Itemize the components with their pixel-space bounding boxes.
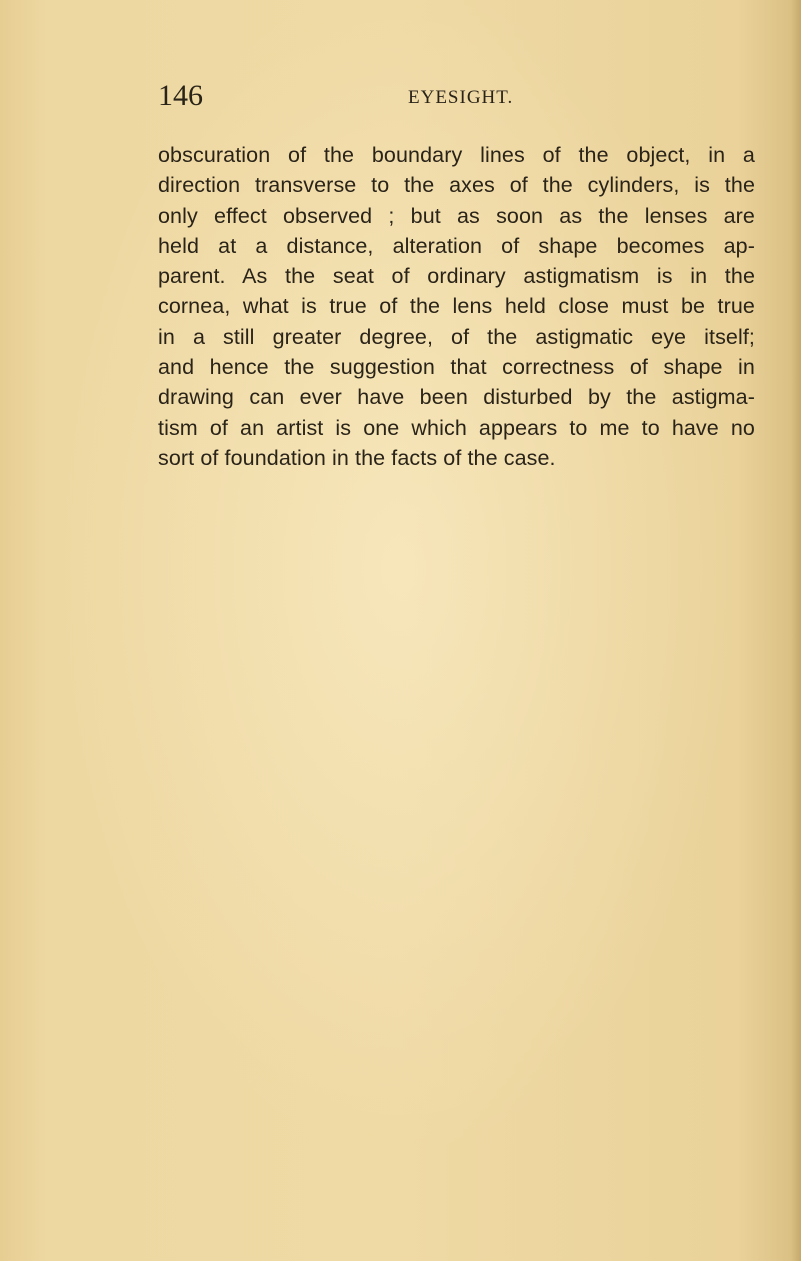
text-line: direction transverse to the axes of the cylinders, is the xyxy=(158,173,755,198)
page-header xyxy=(158,78,755,118)
text-line: in a still greater degree, of the astigmatic eye itself; xyxy=(158,324,755,349)
text-line: sort of foundation in the facts of the case. xyxy=(158,445,556,470)
text-line: held at a distance, alteration of shape becomes ap- xyxy=(158,233,755,258)
text-line: cornea, what is true of the lens held close must be true xyxy=(158,294,755,319)
text-line: tism of an artist is one which appears to me to have no xyxy=(158,415,755,440)
body-paragraph xyxy=(158,140,755,473)
page-number: 146 xyxy=(158,79,203,112)
text-line: drawing can ever have been disturbed by the astigma- xyxy=(158,385,755,410)
text-line: parent. As the seat of ordinary astigmatism is in the xyxy=(158,264,755,289)
page-edge-shadow xyxy=(791,0,801,1261)
running-head: EYESIGHT. xyxy=(408,87,514,108)
text-line: only effect observed ; but as soon as the lenses are xyxy=(158,203,755,228)
text-line: obscuration of the boundary lines of the object, in a xyxy=(158,143,755,167)
text-line: and hence the suggestion that correctness of shape in xyxy=(158,355,755,380)
